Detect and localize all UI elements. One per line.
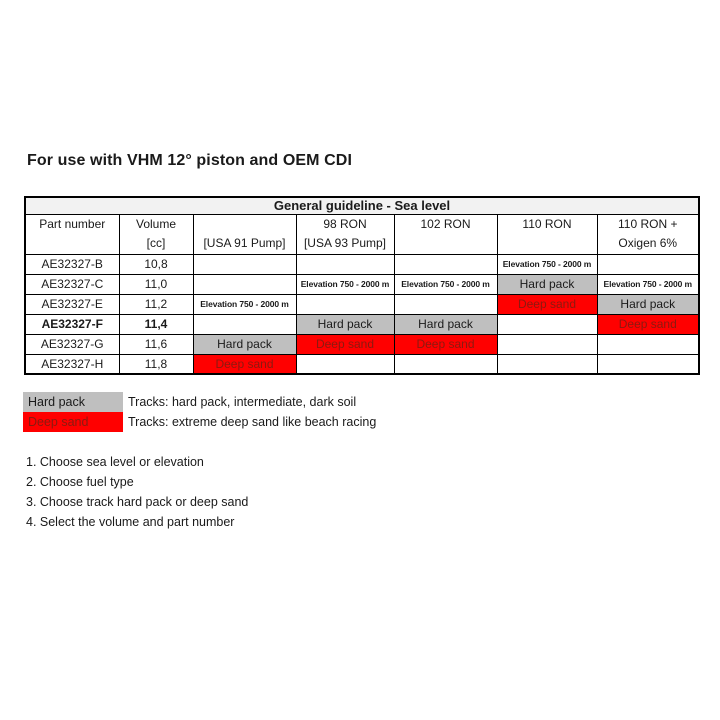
table-cell [193, 314, 296, 334]
legend-description: Tracks: extreme deep sand like beach racing [128, 415, 377, 429]
table-cell [296, 294, 394, 314]
table-row [25, 354, 699, 374]
guideline-table [24, 196, 700, 375]
col-header-98ron [296, 214, 394, 254]
table-row [25, 254, 699, 274]
table-cell: Deep sand [597, 314, 699, 334]
col-header-line1: 110 RON + [618, 217, 678, 231]
table-cell [193, 274, 296, 294]
table-cell: Deep sand [497, 294, 597, 314]
col-header-110ron-oxigen [597, 214, 699, 254]
col-header-line2: [cc] [146, 236, 166, 250]
table-cell [497, 334, 597, 354]
table-cell: Hard pack [296, 314, 394, 334]
col-header-part-number [25, 214, 119, 254]
col-header-110ron [497, 214, 597, 254]
col-header-usa91 [193, 214, 296, 254]
table-caption-row [25, 197, 699, 214]
table-cell: Elevation 750 - 2000 m [497, 254, 597, 274]
col-header-line1: Part number [39, 217, 106, 231]
col-header-line1: 102 RON [420, 217, 471, 231]
volume-cell: 11,4 [119, 314, 193, 334]
deep-sand-swatch: Deep sand [23, 412, 123, 432]
table-header-row [25, 214, 699, 254]
volume-cell: 11,8 [119, 354, 193, 374]
col-header-line1: 98 RON [323, 217, 367, 231]
table-cell: Hard pack [193, 334, 296, 354]
table-row [25, 274, 699, 294]
volume-cell: 11,0 [119, 274, 193, 294]
table-cell [394, 354, 497, 374]
legend-row-deep-sand [23, 412, 376, 432]
table-cell: Elevation 750 - 2000 m [193, 294, 296, 314]
volume-cell: 10,8 [119, 254, 193, 274]
step-item: 1. Choose sea level or elevation [26, 455, 204, 469]
table-cell [394, 254, 497, 274]
step-item: 2. Choose fuel type [26, 475, 134, 489]
table-cell [394, 294, 497, 314]
table-cell [597, 254, 699, 274]
page-title: For use with VHM 12° piston and OEM CDI [27, 152, 352, 169]
part-number-cell: AE32327-G [25, 334, 119, 354]
col-header-line2: Oxigen 6% [618, 236, 678, 250]
table-cell: Elevation 750 - 2000 m [296, 274, 394, 294]
col-header-volume [119, 214, 193, 254]
col-header-line2: [USA 91 Pump] [203, 236, 286, 250]
step-item: 3. Choose track hard pack or deep sand [26, 495, 249, 509]
part-number-cell: AE32327-E [25, 294, 119, 314]
table-row [25, 334, 699, 354]
table-cell [597, 334, 699, 354]
table-cell [296, 354, 394, 374]
hard-pack-swatch: Hard pack [23, 392, 123, 412]
col-header-line1: 110 RON [522, 217, 572, 231]
volume-cell: 11,2 [119, 294, 193, 314]
col-header-line2 [26, 234, 119, 253]
table-row [25, 294, 699, 314]
table-cell: Deep sand [193, 354, 296, 374]
col-header-line2: [USA 93 Pump] [303, 236, 387, 250]
table-row [25, 314, 699, 334]
legend-description: Tracks: hard pack, intermediate, dark soil [128, 395, 357, 409]
table-cell [597, 354, 699, 374]
legend [23, 392, 376, 432]
table-cell: Hard pack [497, 274, 597, 294]
part-number-cell: AE32327-B [25, 254, 119, 274]
instruction-steps [26, 452, 248, 532]
table-cell: Hard pack [597, 294, 699, 314]
part-number-cell: AE32327-F [25, 314, 119, 334]
legend-row-hard-pack [23, 392, 376, 412]
col-header-line2 [395, 234, 497, 253]
volume-cell: 11,6 [119, 334, 193, 354]
table-cell: Elevation 750 - 2000 m [394, 274, 497, 294]
table-cell: Deep sand [296, 334, 394, 354]
step-item: 4. Select the volume and part number [26, 515, 235, 529]
table-caption: General guideline - Sea level [25, 197, 699, 214]
table-cell [193, 254, 296, 274]
table-cell: Hard pack [394, 314, 497, 334]
col-header-line1: Volume [135, 217, 177, 231]
col-header-line1 [194, 215, 296, 234]
table-cell: Elevation 750 - 2000 m [597, 274, 699, 294]
table-cell: Deep sand [394, 334, 497, 354]
table-cell [296, 254, 394, 274]
table-cell [497, 314, 597, 334]
col-header-line2 [498, 234, 597, 253]
col-header-102ron [394, 214, 497, 254]
part-number-cell: AE32327-C [25, 274, 119, 294]
part-number-cell: AE32327-H [25, 354, 119, 374]
table-cell [497, 354, 597, 374]
